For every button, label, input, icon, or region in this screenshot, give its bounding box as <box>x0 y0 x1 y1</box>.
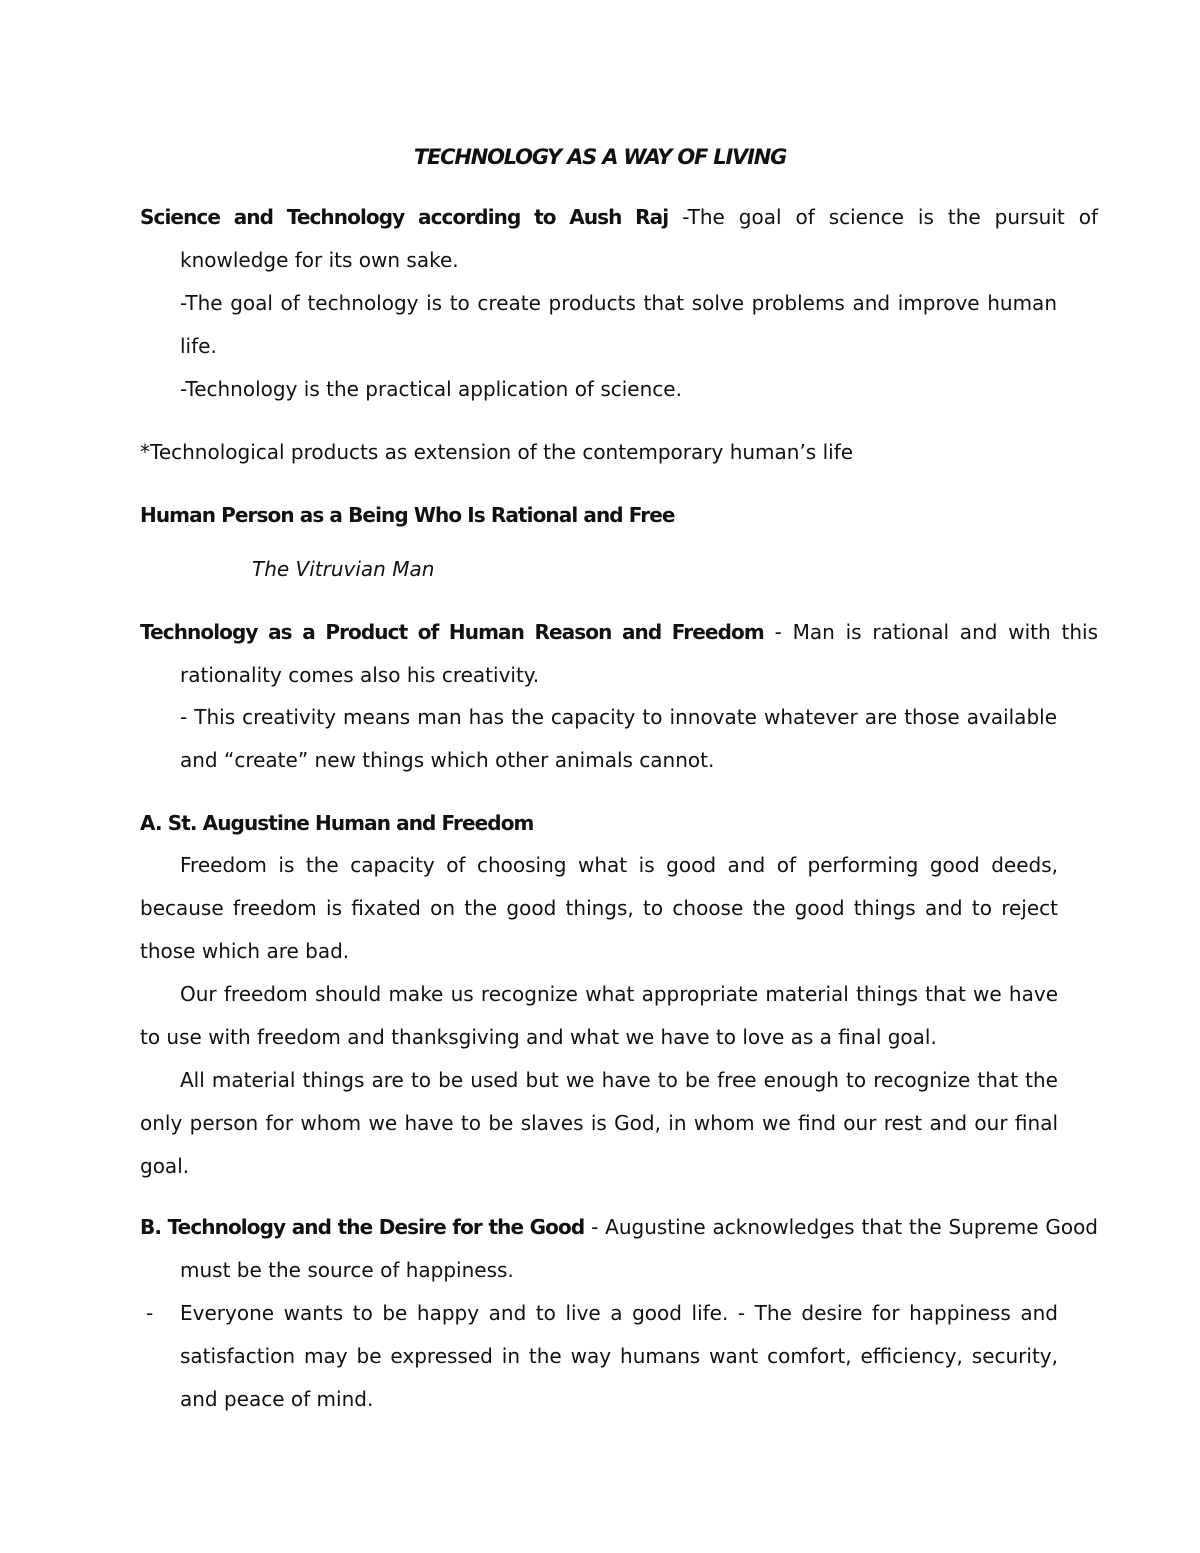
technological-products-note: *Technological products as extension of the contemporary human’s life <box>140 440 854 464</box>
science-goal-text: -The goal of science is the pursuit of knowledge for its own sake. <box>180 205 1098 272</box>
creativity-text: - This creativity means man has the capacity to innovate whatever are those available and “create” new things which other animals cannot. <box>180 705 1057 772</box>
technology-goal-text: -The goal of technology is to create products that solve problems and improve human life. <box>180 291 1057 358</box>
rationality-text: - Man is rational and with this rationality comes also his creativity. <box>180 620 1098 687</box>
augustine-freedom-heading: A. St. Augustine Human and Freedom <box>140 811 534 835</box>
list-dash-marker: - <box>146 1301 154 1325</box>
vitruvian-man-subtitle: The Vitruvian Man <box>252 557 435 581</box>
freedom-paragraph-3: All material things are to be used but we have to be free enough to recognize that the only person for whom we have to be slaves is God, in whom we find our rest and our final goal. <box>140 1068 1058 1178</box>
science-technology-heading: Science and Technology according to Aush Raj <box>140 205 669 229</box>
technology-application-text: -Technology is the practical application of science. <box>180 377 682 401</box>
freedom-paragraph-1: Freedom is the capacity of choosing what is good and of performing good deeds, because freedom is fixated on the good things, to choose the good things and to reject those which are bad. <box>140 853 1058 963</box>
technology-product-heading: Technology as a Product of Human Reason and Freedom <box>140 620 764 644</box>
supreme-good-text: - Augustine acknowledges that the Supreme Good must be the source of happiness. <box>180 1215 1098 1282</box>
technology-product-paragraph <box>140 611 1098 697</box>
happiness-list-item <box>140 1292 1058 1421</box>
desire-for-good-heading: B. Technology and the Desire for the Good <box>140 1215 585 1239</box>
desire-for-good-paragraph <box>140 1206 1098 1292</box>
freedom-paragraph-2: Our freedom should make us recognize what appropriate material things that we have to use with freedom and thanksgiving and what we have to love as a final goal. <box>140 982 1058 1049</box>
document-title: TECHNOLOGY AS A WAY OF LIVING <box>413 145 787 169</box>
science-technology-paragraph <box>140 196 1098 282</box>
happiness-text: Everyone wants to be happy and to live a good life. - The desire for happiness and satisfaction may be expressed in the way humans want comfort, efficiency, security, and peace of mind. <box>180 1301 1058 1411</box>
human-person-heading: Human Person as a Being Who Is Rational and Free <box>140 503 675 527</box>
